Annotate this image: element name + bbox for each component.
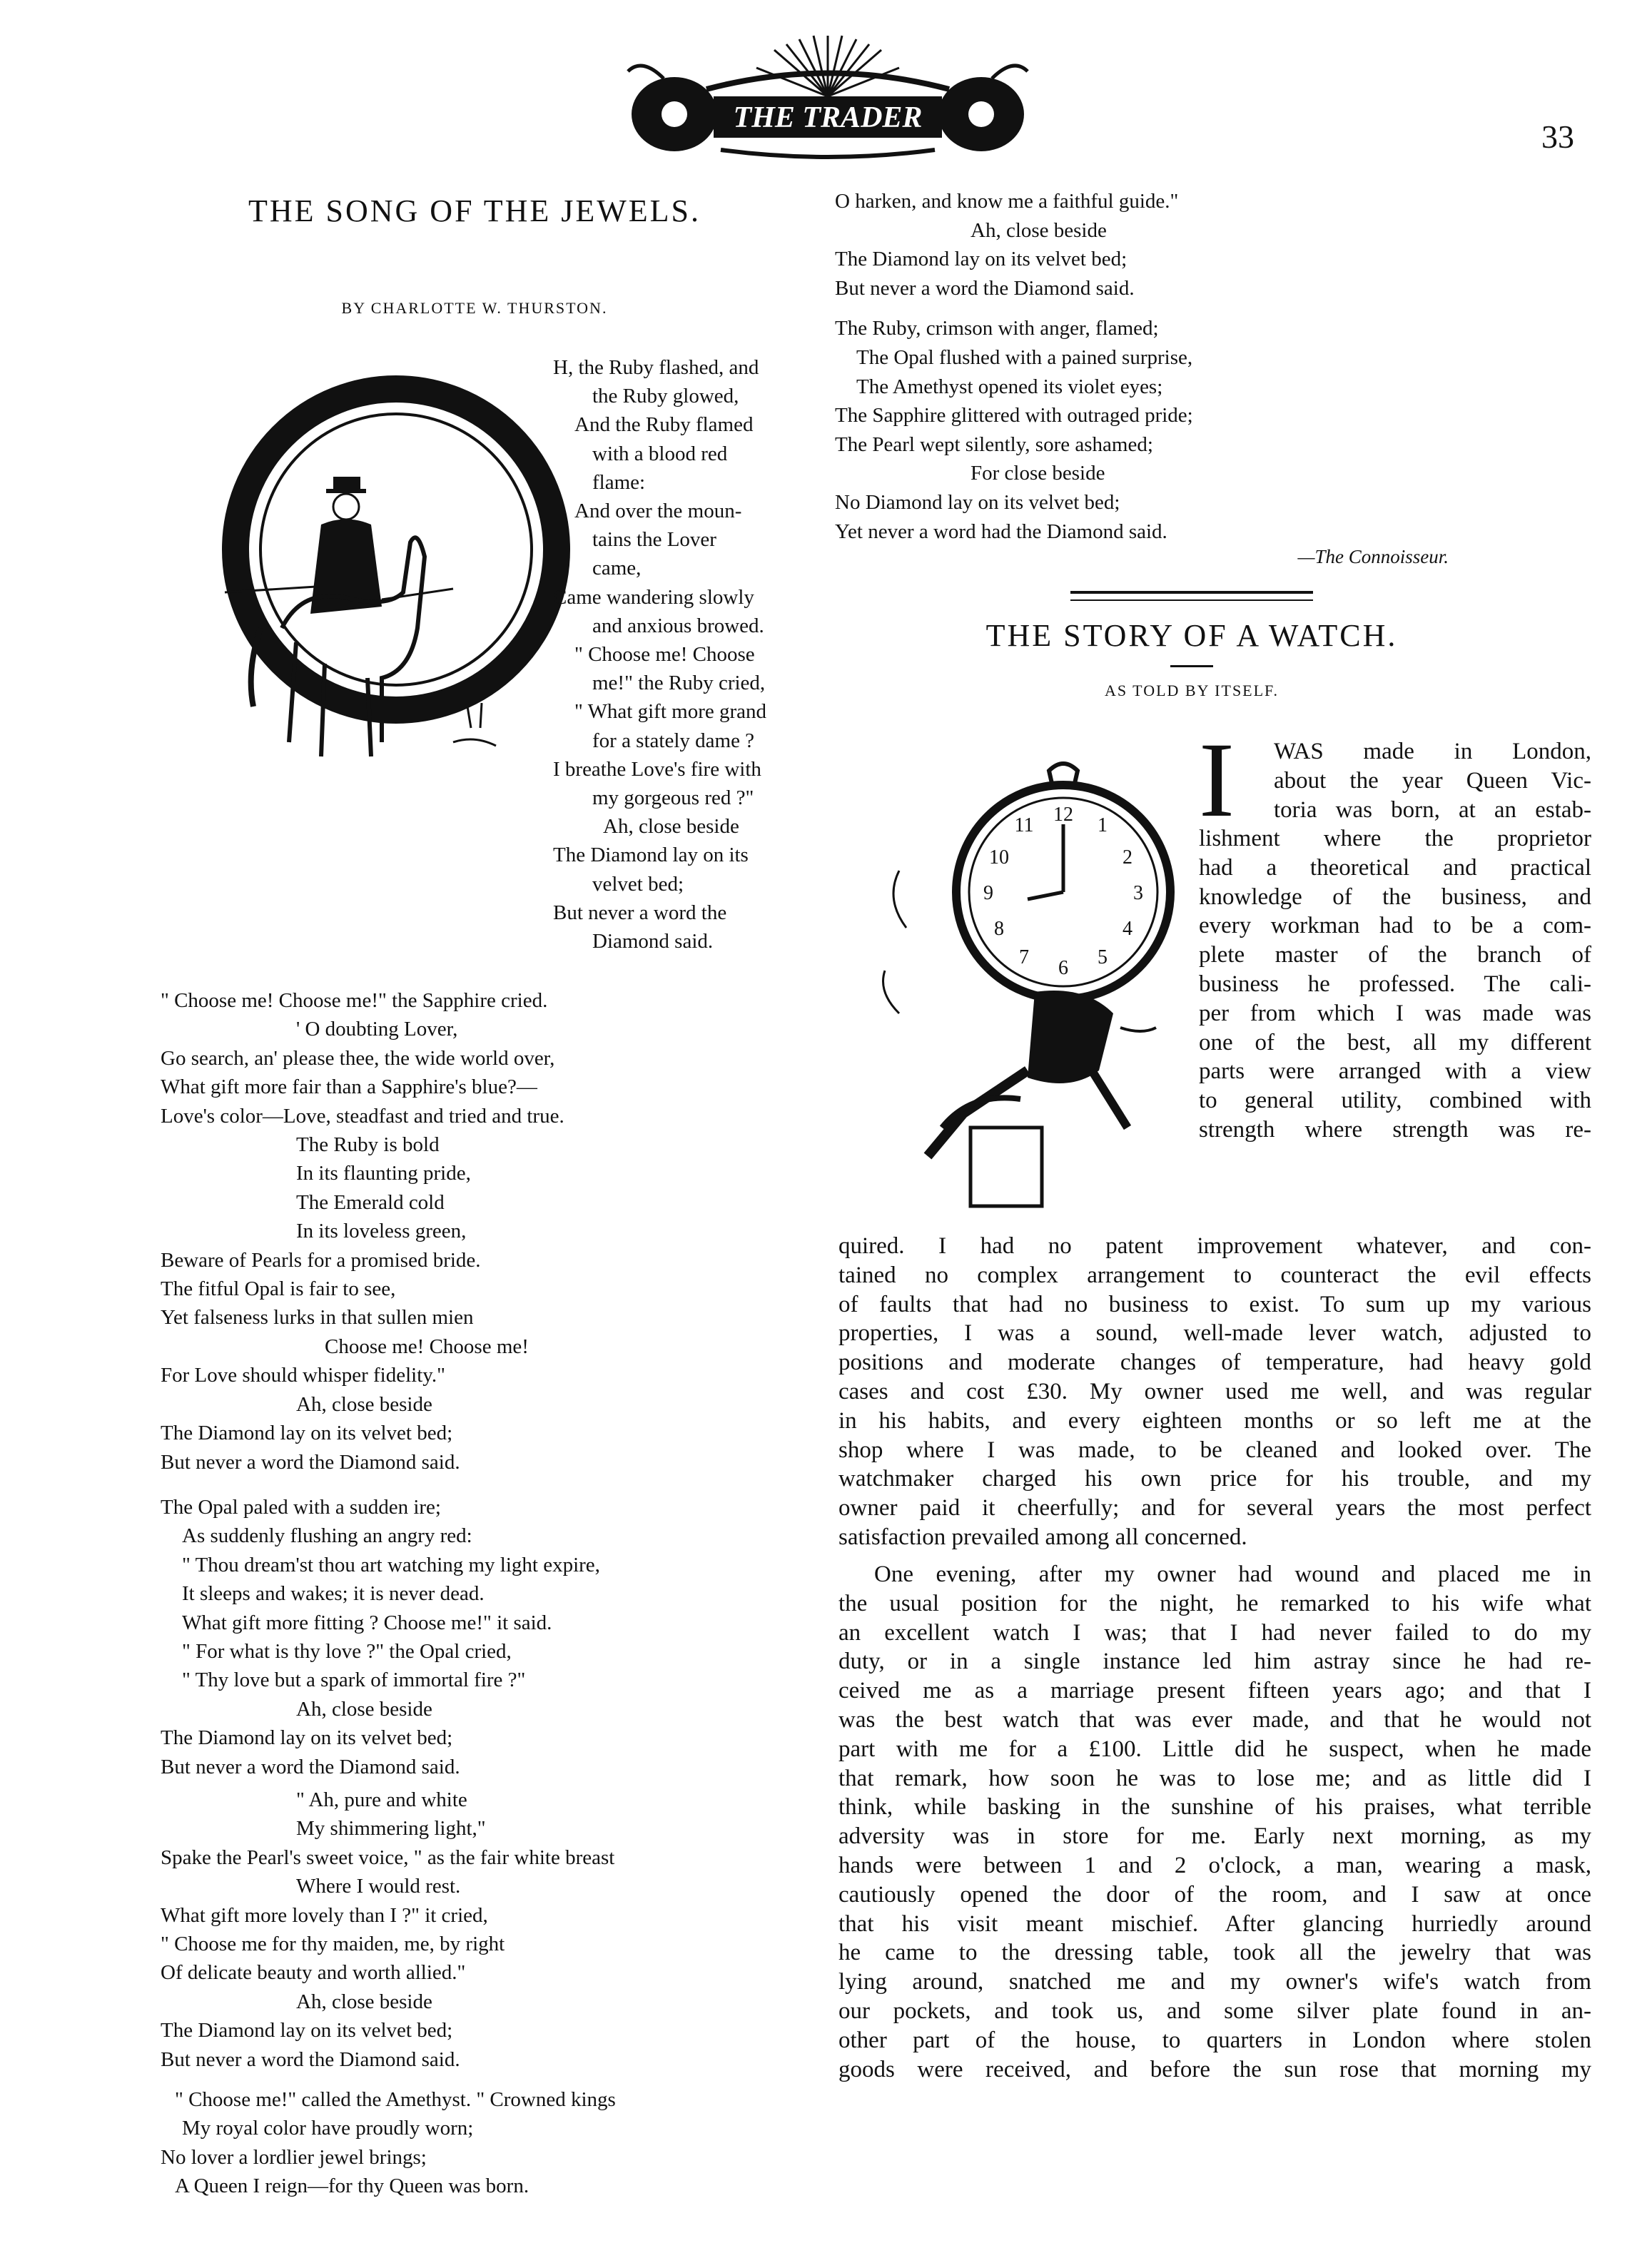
poem-line: The Opal paled with a sudden ire; xyxy=(161,1496,441,1519)
poem-line: tains the Lover xyxy=(592,528,716,552)
story-line: an excellent watch I was; that I had never failed to do my xyxy=(838,1619,1591,1646)
svg-text:1: 1 xyxy=(1098,814,1108,836)
story-line: lying around, snatched me and my owner's wife's watch from xyxy=(838,1969,1591,1995)
story-line: tained no complex arrangement to counteract the evil effects xyxy=(838,1262,1591,1288)
poem-line: Ah, close beside xyxy=(296,1990,432,2013)
story-line: every workman had to be a com- xyxy=(1199,913,1591,939)
poem-line: " Choose me! Choose me!" the Sapphire cried. xyxy=(161,989,548,1012)
poem-line: The fitful Opal is fair to see, xyxy=(161,1277,396,1301)
amethyst-stanza xyxy=(161,2085,803,2201)
poem-line: Spake the Pearl's sweet voice, " as the fair white breast xyxy=(161,1846,615,1869)
section-divider xyxy=(1070,591,1313,594)
story-line: WAS made in London, xyxy=(1274,739,1591,764)
poem-line: " What gift more grand xyxy=(574,700,767,724)
opal-stanza xyxy=(161,1493,803,1781)
story-line: business he professed. The cali- xyxy=(1199,971,1591,997)
poem-line: velvet bed; xyxy=(592,872,684,896)
poem-line: Choose me! Choose me! xyxy=(325,1335,529,1358)
poem-line: But never a word the Diamond said. xyxy=(161,1450,460,1474)
poem-line: " Choose me for thy maiden, me, by right xyxy=(161,1933,505,1956)
watch-man-illustration xyxy=(856,756,1192,1256)
poem-line: The Amethyst opened its violet eyes; xyxy=(856,375,1163,398)
story-line: of faults that had no business to exist. To sum up my various xyxy=(838,1291,1591,1317)
story-line: toria was born, at an estab- xyxy=(1274,796,1591,823)
poem-line: " For what is thy love ?" the Opal cried, xyxy=(182,1640,512,1664)
horse-rider-illustration xyxy=(168,371,571,785)
poem-line: Ah, close beside xyxy=(296,1697,432,1721)
svg-text:7: 7 xyxy=(1019,946,1029,968)
poem-line: Ah, close beside xyxy=(971,218,1107,242)
story-line: other part of the house, to quarters in London where stolen xyxy=(838,2027,1591,2053)
poem-line: And over the moun- xyxy=(574,500,742,523)
poem-line: No lover a lordlier jewel brings; xyxy=(161,2145,427,2169)
story-line: shop where I was made, to be cleaned and looked over. The xyxy=(838,1437,1591,1463)
story-paragraph-1-narrow-cont xyxy=(1199,824,1591,1145)
poem-line: A Queen I reign—for thy Queen was born. xyxy=(175,2175,529,2198)
poem-line: Of delicate beauty and worth allied." xyxy=(161,1961,466,1985)
poem-line: Diamond said. xyxy=(592,930,714,953)
story-line: our pockets, and took us, and some silver plate found in an- xyxy=(838,1998,1591,2024)
poem-line: The Emerald cold xyxy=(296,1190,445,1214)
poem-line: What gift more fitting ? Choose me!" it said. xyxy=(182,1611,552,1634)
poem-line: But never a word the Diamond said. xyxy=(161,1755,460,1778)
poem-line: The Diamond lay on its velvet bed; xyxy=(161,1726,453,1750)
pearl-stanza xyxy=(161,1786,803,2074)
poem-line: No Diamond lay on its velvet bed; xyxy=(835,490,1120,514)
masthead-logo-text: THE TRADER xyxy=(733,101,923,134)
svg-text:4: 4 xyxy=(1123,918,1132,940)
story-line: strength where strength was re- xyxy=(1199,1116,1591,1143)
poem-line: And the Ruby flamed xyxy=(574,413,754,437)
story-line: ceived me as a marriage present fifteen years ago; and that I xyxy=(838,1678,1591,1704)
poem-line: In its loveless green, xyxy=(296,1220,467,1243)
story-line: knowledge of the business, and xyxy=(1199,884,1591,910)
story-paragraph-1-narrow xyxy=(1274,737,1591,824)
poem-line: The Pearl wept silently, sore ashamed; xyxy=(835,432,1153,456)
poem-line: Yet never a word had the Diamond said. xyxy=(835,520,1167,543)
section-divider xyxy=(1070,599,1313,601)
poem-line: " Choose me! Choose xyxy=(574,643,755,667)
amethyst-stanza-continued xyxy=(835,187,1549,303)
story-line: owner paid it cheerfully; and for several years the most perfect xyxy=(838,1495,1591,1522)
poem-line: What gift more lovely than I ?" it cried, xyxy=(161,1903,488,1927)
story-line: cautiously opened the door of the room, and I saw at once xyxy=(838,1881,1591,1908)
poem-line: with a blood red xyxy=(592,442,728,465)
story-subtitle: AS TOLD BY ITSELF. xyxy=(1104,682,1279,699)
poem-line: The Diamond lay on its velvet bed; xyxy=(835,248,1127,271)
svg-text:9: 9 xyxy=(983,882,993,904)
story-paragraph-2 xyxy=(838,1560,1591,2084)
poem-line: O harken, and know me a faithful guide." xyxy=(835,190,1179,213)
poem-line: Beware of Pearls for a promised bride. xyxy=(161,1248,481,1272)
story-line: the usual position for the night, he remarked to his wife what xyxy=(838,1590,1591,1616)
svg-text:11: 11 xyxy=(1014,814,1034,836)
poem-line: The Opal flushed with a pained surprise, xyxy=(856,345,1193,369)
poem-line: The Ruby, crimson with anger, flamed; xyxy=(835,317,1159,340)
story-line: plete master of the branch of xyxy=(1199,942,1591,968)
story-line: was the best watch that was ever made, and that he would not xyxy=(838,1706,1591,1733)
poem-line: It sleeps and wakes; it is never dead. xyxy=(182,1582,485,1606)
poem-line: What gift more fair than a Sapphire's blue?— xyxy=(161,1075,537,1099)
story-line: per from which I was made was xyxy=(1199,1000,1591,1026)
poem-line: For close beside xyxy=(971,462,1105,485)
story-title: THE STORY OF A WATCH. xyxy=(985,618,1398,653)
poem-line: I breathe Love's fire with xyxy=(553,757,761,781)
svg-text:10: 10 xyxy=(989,846,1009,869)
svg-text:5: 5 xyxy=(1098,946,1108,968)
story-line: cases and cost £30. My owner used me well, and was regular xyxy=(838,1378,1591,1404)
poem-line: " Thou dream'st thou art watching my light expire, xyxy=(182,1553,600,1576)
poem-line: Where I would rest. xyxy=(296,1875,461,1898)
poem-line: The Diamond lay on its velvet bed; xyxy=(161,2019,453,2042)
left-column xyxy=(153,193,796,2198)
poem-line: me!" the Ruby cried, xyxy=(592,672,766,695)
poem-title: THE SONG OF THE JEWELS. xyxy=(248,193,701,228)
poem-line: As suddenly flushing an angry red: xyxy=(182,1524,472,1548)
svg-text:3: 3 xyxy=(1133,882,1143,904)
poem-line: H, the Ruby flashed, and xyxy=(553,356,759,379)
story-line: to general utility, combined with xyxy=(1199,1088,1591,1114)
poem-line: " Thy love but a spark of immortal fire ?" xyxy=(182,1669,526,1692)
poem-line: " Choose me!" called the Amethyst. " Crowned kings xyxy=(175,2088,616,2111)
story-line: positions and moderate changes of temperature, had heavy gold xyxy=(838,1350,1591,1376)
story-line: had a theoretical and practical xyxy=(1199,854,1591,881)
story-line: parts were arranged with a view xyxy=(1199,1058,1591,1085)
story-line: goods were received, and before the sun rose that morning my xyxy=(838,2056,1591,2082)
poem-line: But never a word the Diamond said. xyxy=(835,276,1135,300)
poem-line: " Ah, pure and white xyxy=(296,1788,467,1811)
story-line: that his visit meant mischief. After glancing hurriedly around xyxy=(838,1910,1591,1937)
svg-text:12: 12 xyxy=(1053,804,1073,826)
poem-line: Go search, an' please thee, the wide world over, xyxy=(161,1046,555,1070)
poem-line: Ah, close beside xyxy=(296,1392,432,1416)
story-line: One evening, after my owner had wound and placed me in xyxy=(874,1561,1591,1587)
poem-line: the Ruby glowed, xyxy=(592,385,739,408)
poem-line: Ah, close beside xyxy=(603,815,739,839)
poem-line: The Diamond lay on its xyxy=(553,844,749,867)
poem-line: But never a word the Diamond said. xyxy=(161,2047,460,2071)
poem-attribution: —The Connoisseur. xyxy=(1297,546,1449,568)
story-line: about the year Queen Vic- xyxy=(1274,767,1591,794)
poem-line: My royal color have proudly worn; xyxy=(182,2117,474,2140)
poem-line: But never a word the xyxy=(553,901,727,924)
svg-text:2: 2 xyxy=(1123,846,1132,869)
poem-line: for a stately dame ? xyxy=(592,729,755,752)
story-line: that remark, how soon he was to lose me; and as little did I xyxy=(838,1765,1591,1791)
poem-line: In its flaunting pride, xyxy=(296,1162,471,1185)
story-line: watchmaker charged his own price for his trouble, and my xyxy=(838,1466,1591,1492)
poem-line: The Sapphire glittered with outraged pride; xyxy=(835,404,1193,427)
intro-stanza xyxy=(553,353,831,956)
story-line: one of the best, all my different xyxy=(1199,1029,1591,1055)
poem-line: Yet falseness lurks in that sullen mien xyxy=(161,1306,474,1330)
story-line: satisfaction prevailed among all concerned. xyxy=(838,1524,1247,1550)
poem-line: came, xyxy=(592,557,642,580)
story-line: he came to the dressing table, took all the jewelry that was xyxy=(838,1940,1591,1966)
title-underline xyxy=(1170,665,1213,667)
story-line: adversity was in store for me. Early next morning, as my xyxy=(838,1823,1591,1850)
right-column xyxy=(835,187,1549,568)
final-stanza xyxy=(835,314,1549,546)
poem-byline: BY CHARLOTTE W. THURSTON. xyxy=(341,299,608,317)
poem-line: Love's color—Love, steadfast and tried and true. xyxy=(161,1104,564,1128)
masthead-logo xyxy=(621,29,1035,164)
story-line: part with me for a £100. Little did he suspect, when he made xyxy=(838,1736,1591,1762)
poem-line: Came wandering slowly xyxy=(553,585,754,609)
poem-line: flame: xyxy=(592,470,646,494)
poem-line: For Love should whisper fidelity." xyxy=(161,1364,445,1387)
poem-line: ' O doubting Lover, xyxy=(296,1018,458,1041)
story-line: lishment where the proprietor xyxy=(1199,826,1591,851)
page-number: 33 xyxy=(1541,118,1574,155)
story-line: in his habits, and every eighteen months or so left me at the xyxy=(838,1407,1591,1434)
story-paragraph-1-wide xyxy=(838,1232,1591,1552)
story-line: duty, or in a single instance led him astray since he had re- xyxy=(838,1649,1591,1675)
sapphire-stanza xyxy=(161,986,803,1477)
story-line: properties, I was a sound, well-made lever watch, adjusted to xyxy=(838,1320,1591,1347)
drop-cap: I xyxy=(1199,721,1235,839)
story-line: hands were between 1 and 2 o'clock, a man, wearing a mask, xyxy=(838,1852,1591,1878)
poem-line: The Diamond lay on its velvet bed; xyxy=(161,1422,453,1445)
poem-line: My shimmering light," xyxy=(296,1817,486,1841)
poem-line: and anxious browed. xyxy=(592,614,764,637)
svg-text:6: 6 xyxy=(1058,957,1068,979)
story-line: quired. I had no patent improvement whatever, and con- xyxy=(838,1233,1591,1259)
poem-line: The Ruby is bold xyxy=(296,1133,440,1157)
story-line: think, while basking in the sunshine of his praises, what terrible xyxy=(838,1794,1591,1821)
poem-line: my gorgeous red ?" xyxy=(592,786,754,810)
svg-text:8: 8 xyxy=(994,918,1004,940)
